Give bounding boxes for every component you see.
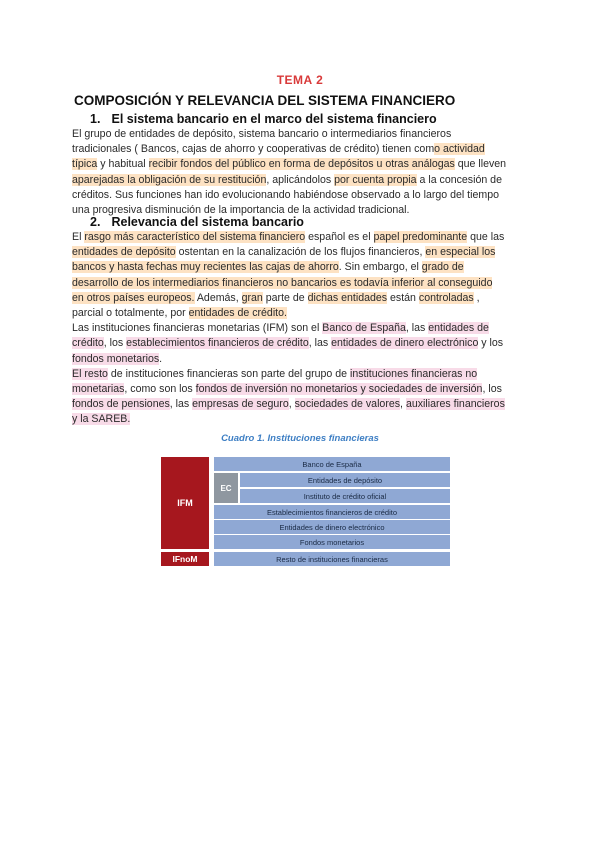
text-segment: , como son los — [124, 383, 196, 396]
highlighted-text: fondos monetarios — [72, 352, 160, 365]
institutions-diagram — [161, 457, 450, 567]
text-line — [72, 367, 532, 382]
highlighted-text: auxiliares financieros — [405, 398, 505, 411]
text-segment: , las — [169, 398, 193, 411]
text-line — [72, 157, 532, 172]
text-line — [72, 352, 532, 367]
text-line — [72, 306, 532, 321]
text-segment: Además, — [194, 291, 242, 304]
section-2-title: Relevancia del sistema bancario — [111, 215, 304, 229]
highlighted-text: sociedades de valores — [294, 398, 401, 411]
text-line — [72, 321, 532, 336]
text-segment: . Sin embargo, el — [338, 261, 422, 274]
text-line — [72, 260, 532, 275]
highlighted-text: entidades de dinero electrónico — [331, 337, 479, 350]
text-segment: . — [159, 352, 163, 365]
topic-label: TEMA 2 — [276, 73, 324, 87]
section-1-paragraph — [72, 127, 532, 218]
ec-block: EC — [214, 473, 238, 503]
text-segment: , los — [482, 383, 502, 396]
highlighted-text: entidades de — [428, 322, 489, 335]
highlighted-text: en otros países europeos. — [72, 291, 195, 304]
highlighted-text: Banco de España — [322, 322, 406, 335]
text-segment: Las instituciones financieras monetarias (IFM) son el — [72, 322, 323, 335]
text-line — [72, 276, 532, 291]
text-segment: y habitual — [97, 158, 149, 171]
text-segment: El grupo de entidades de depósito, sistema bancario o intermediarios financieros — [72, 128, 452, 140]
text-segment: parcial o totalmente, por — [72, 307, 189, 320]
highlighted-text: fondos de pensiones — [72, 398, 170, 411]
section-1-number: 1. — [90, 112, 101, 126]
text-segment: y los — [478, 337, 504, 350]
section-2-number: 2. — [90, 215, 101, 229]
highlighted-text: El resto — [72, 367, 108, 380]
highlighted-text: por cuenta propia — [334, 173, 417, 186]
text-segment: español es el — [305, 231, 374, 243]
text-line — [72, 245, 532, 260]
text-segment: tradicionales ( Bancos, cajas de ahorro y cooperativas de crédito) tienen com — [72, 143, 435, 156]
text-line — [72, 230, 532, 245]
text-line — [72, 382, 532, 397]
text-segment: parte de — [262, 291, 308, 304]
text-line — [72, 173, 532, 188]
highlighted-text: instituciones financieras no — [349, 367, 478, 380]
highlighted-text: gran — [241, 291, 263, 304]
highlighted-text: en especial los — [425, 246, 496, 259]
highlighted-text: aparejadas la obligación de su restitución — [72, 173, 267, 186]
text-segment: ostentan en la canalización de los flujos financieros, — [175, 246, 426, 259]
text-segment: una progresiva disminución de la importancia de la actividad tradicional. — [72, 204, 410, 217]
highlighted-text: desarrollo de los intermediarios financieros no bancarios es todavía inferior al conseguido — [72, 276, 493, 289]
text-line — [72, 291, 532, 306]
highlighted-text: bancos y hasta fechas muy recientes las cajas de ahorro — [72, 261, 339, 274]
text-segment: , — [400, 398, 406, 411]
box-dinero-electronico: Entidades de dinero electrónico — [214, 520, 450, 534]
text-line — [72, 336, 532, 351]
text-segment: , las — [308, 337, 332, 350]
section-1-title: El sistema bancario en el marco del sistema financiero — [111, 112, 437, 126]
section-2-paragraph — [72, 230, 532, 428]
text-segment: , los — [103, 337, 127, 350]
text-line — [72, 412, 532, 427]
highlighted-text: crédito — [72, 337, 104, 350]
highlighted-text: papel predominante — [373, 231, 468, 243]
section-2-heading — [90, 215, 304, 229]
text-line — [72, 397, 532, 412]
box-resto-instituciones: Resto de instituciones financieras — [214, 552, 450, 566]
text-segment: están — [387, 291, 419, 304]
highlighted-text: recibir fondos del público en forma de depósitos u otras análogas — [148, 158, 455, 171]
highlighted-text: entidades de depósito — [72, 246, 176, 259]
text-segment: de instituciones financieras son parte del grupo de — [107, 367, 350, 380]
highlighted-text: empresas de seguro — [192, 398, 289, 411]
highlighted-text: entidades de crédito. — [188, 307, 287, 320]
text-segment: El — [72, 231, 85, 243]
ifnom-block: IFnoM — [161, 552, 209, 566]
highlighted-text: controladas — [418, 291, 474, 304]
text-line — [72, 142, 532, 157]
highlighted-text: fondos de inversión no monetarios y sociedades de inversión — [195, 383, 483, 396]
text-segment: a la concesión de — [416, 173, 502, 186]
highlighted-text: y la SAREB. — [72, 413, 131, 426]
highlighted-text: típica — [72, 158, 98, 171]
text-segment: , — [473, 291, 480, 304]
box-establecimientos-financieros: Establecimientos financieros de crédito — [214, 505, 450, 519]
highlighted-text: o actividad — [434, 143, 485, 156]
box-fondos-monetarios: Fondos monetarios — [214, 535, 450, 549]
text-line — [72, 127, 532, 142]
text-segment: , las — [405, 322, 429, 335]
highlighted-text: establecimientos financieros de crédito — [126, 337, 309, 350]
box-banco-espana: Banco de España — [214, 457, 450, 471]
highlighted-text: dichas entidades — [307, 291, 388, 304]
highlighted-text: monetarias — [72, 383, 125, 396]
box-instituto-credito-oficial: Instituto de crédito oficial — [240, 489, 450, 503]
text-segment: créditos. Sus funciones han ido evolucionando habiéndose observado a lo largo del tiempo — [72, 188, 499, 201]
ifm-block: IFM — [161, 457, 209, 549]
text-segment: que las — [467, 231, 505, 243]
text-line — [72, 188, 532, 203]
highlighted-text: grado de — [421, 261, 464, 274]
box-entidades-deposito: Entidades de depósito — [240, 473, 450, 487]
text-segment: , aplicándolos — [266, 173, 335, 186]
highlighted-text: rasgo más característico del sistema financiero — [84, 231, 306, 243]
text-segment: que lleven — [454, 158, 507, 171]
figure-caption: Cuadro 1. Instituciones financieras — [221, 433, 379, 444]
text-segment: , — [288, 398, 295, 411]
page-title: COMPOSICIÓN Y RELEVANCIA DEL SISTEMA FINANCIERO — [74, 93, 456, 108]
section-1-heading — [90, 112, 437, 126]
